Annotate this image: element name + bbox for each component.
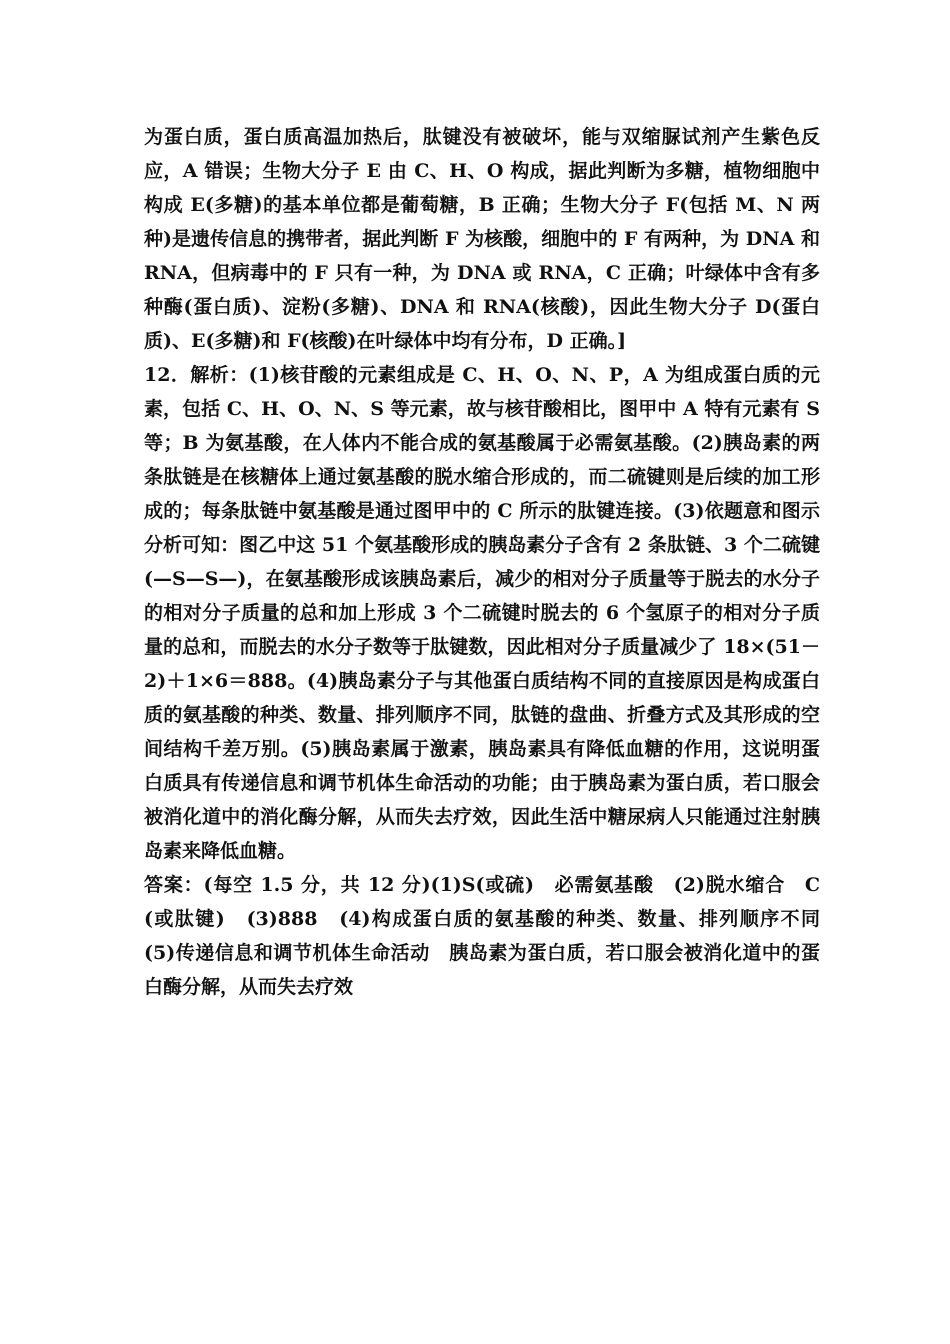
paragraph-question-12-answer: 答案：(每空 1.5 分，共 12 分)(1)S(或硫) 必需氨基酸 (2)脱水缩合 C(或肽键) (3)888 (4)构成蛋白质的氨基酸的种类、数量、排列顺序不同 (5)传递信息和调节机体生命活动 胰岛素为蛋白质，若口服会被消化道中的蛋白酶分解，从而失去疗效	[144, 874, 840, 998]
paragraph-question-12-analysis: 12．解析：(1)核苷酸的元素组成是 C、H、O、N、P，A 为组成蛋白质的元素，包括 C、H、O、N、S 等元素，故与核苷酸相比，图甲中 A 特有元素有 S 等；B 为氨基酸，在人体内不能合成的氨基酸属于必需氨基酸。(2)胰岛素的两条肽链是在核糖体上通过氨基酸的脱水缩合形成的，而二硫键则是后续的加工形成的；每条肽链中氨基酸是通过图甲中的 C 所示的肽键连接。(3)依题意和图示分析可知：图乙中这 51 个氨基酸形成的胰岛素分子含有 2 条肽链、3 个二硫键(—S—S—)，在氨基酸形成该胰岛素后，减少的相对分子质量等于脱去的水分子的相对分子质量的总和加上形成 3 个二硫键时脱去的 6 个氢原子的相对分子质量的总和，而脱去的水分子数等于肽键数，因此相对分子质量减少了 18×(51－2)＋1×6＝888。(4)胰岛素分子与其他蛋白质结构不同的直接原因是构成蛋白质的氨基酸的种类、数量、排列顺序不同，肽链的盘曲、折叠方式及其形成的空间结构千差万别。(5)胰岛素属于激素，胰岛素具有降低血糖的作用，这说明蛋白质具有传递信息和调节机体生命活动的功能；由于胰岛素为蛋白质，若口服会被消化道中的消化酶分解，从而失去疗效，因此生活中糖尿病人只能通过注射胰岛素来降低血糖。	[144, 364, 820, 862]
document-body	[144, 120, 840, 1004]
paragraph-previous-explanation: 为蛋白质，蛋白质高温加热后，肽键没有被破坏，能与双缩脲试剂产生紫色反应，A 错误；生物大分子 E 由 C、H、O 构成，据此判断为多糖，植物细胞中构成 E(多糖)的基本单位都是葡萄糖，B 正确；生物大分子 F(包括 M、N 两种)是遗传信息的携带者，据此判断 F 为核酸，细胞中的 F 有两种，为 DNA 和RNA，但病毒中的 F 只有一种，为 DNA 或 RNA，C 正确；叶绿体中含有多种酶(蛋白质)、淀粉(多糖)、DNA 和 RNA(核酸)，因此生物大分子 D(蛋白质)、E(多糖)和 F(核酸)在叶绿体中均有分布，D 正确。]	[144, 126, 820, 352]
